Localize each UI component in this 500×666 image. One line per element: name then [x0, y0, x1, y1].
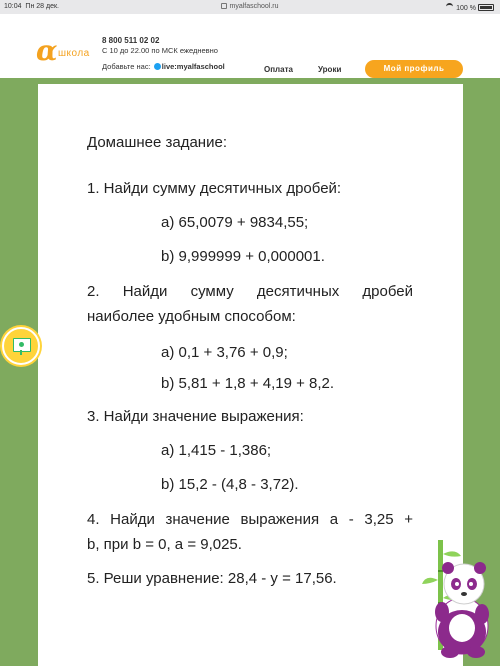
task-1-a: a) 65,0079 + 9834,55;: [161, 214, 309, 231]
alpha-logo-icon: α: [36, 34, 58, 67]
panda-mascot-icon: [420, 540, 498, 660]
site-header: [0, 14, 500, 78]
task-4-line-1: 4. Найди значение выражения a - 3,25 +: [87, 511, 413, 528]
task-1: 1. Найди сумму десятичных дробей:: [87, 180, 342, 197]
contact-info: [102, 36, 225, 72]
phone-number[interactable]: 8 800 511 02 02: [102, 36, 160, 45]
wifi-icon: [446, 3, 453, 10]
skype-icon: [154, 63, 161, 70]
task-2-line-1: 2. Найди сумму десятичных дробей: [87, 283, 413, 300]
nav-payment[interactable]: Оплата: [264, 65, 293, 74]
task-3: 3. Найди значение выражения:: [87, 408, 304, 425]
add-us: Добавьте нас: live:myalfaschool: [102, 62, 225, 71]
battery-icon: [478, 4, 494, 11]
status-bar: [0, 0, 500, 14]
logo[interactable]: [36, 34, 90, 68]
lock-icon: [221, 3, 227, 9]
working-hours: С 10 до 22.00 по МСК ежедневно: [102, 46, 218, 55]
my-profile-button[interactable]: Мой профиль: [365, 60, 463, 78]
skype-link[interactable]: live:myalfaschool: [161, 62, 225, 71]
logo-text: школа: [58, 48, 90, 59]
task-5: 5. Реши уравнение: 28,4 - y = 17,56.: [87, 570, 337, 587]
status-right: 100 %: [446, 3, 494, 12]
homework-title: Домашнее задание:: [87, 134, 227, 151]
status-time: 10:04 Пн 28 дек.: [4, 3, 59, 10]
task-2-a: a) 0,1 + 3,76 + 0,9;: [161, 344, 288, 361]
task-3-b: b) 15,2 - (4,8 - 3,72).: [161, 476, 299, 493]
address-bar-url[interactable]: myalfaschool.ru: [0, 3, 500, 10]
task-3-a: a) 1,415 - 1,386;: [161, 442, 272, 459]
task-2-b: b) 5,81 + 1,8 + 4,19 + 8,2.: [161, 375, 335, 392]
nav-lessons[interactable]: Уроки: [318, 65, 342, 74]
task-4-line-2: b, при b = 0, a = 9,025.: [87, 536, 242, 553]
task-1-b: b) 9,999999 + 0,000001.: [161, 248, 325, 265]
task-2-line-2: наиболее удобным способом:: [87, 308, 296, 325]
presentation-board-icon[interactable]: [2, 327, 40, 365]
